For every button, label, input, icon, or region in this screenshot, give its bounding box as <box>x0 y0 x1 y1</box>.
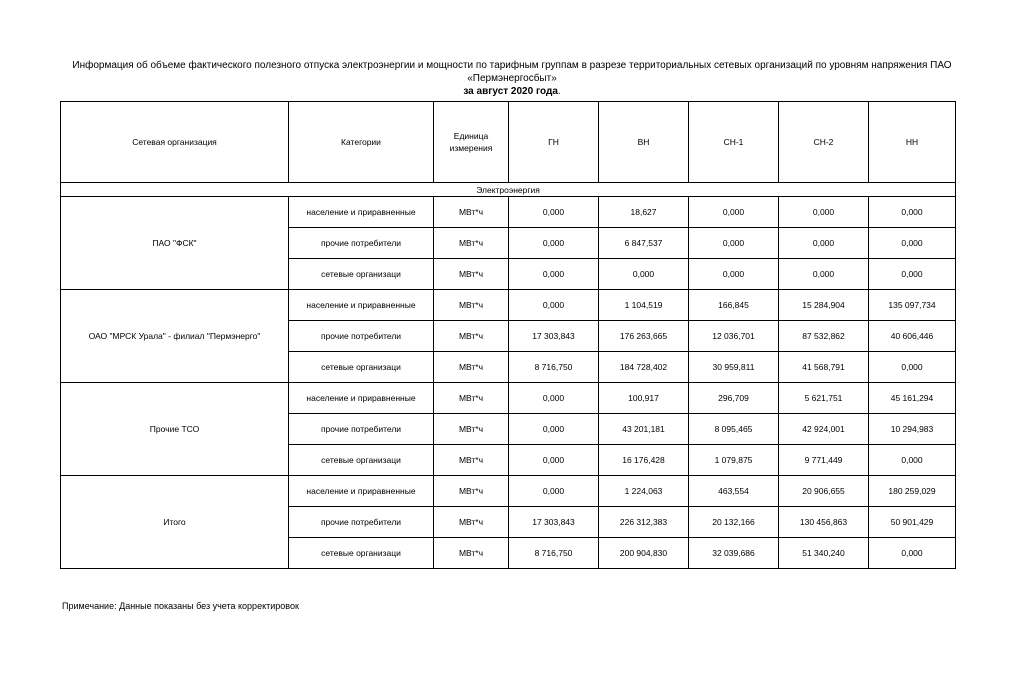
org-name: ПАО "ФСК" <box>61 197 289 290</box>
unit-cell: МВт*ч <box>434 197 509 228</box>
value-sn1: 0,000 <box>689 228 779 259</box>
value-gn: 0,000 <box>509 290 599 321</box>
header-sn1: СН-1 <box>689 102 779 183</box>
org-name: Прочие ТСО <box>61 383 289 476</box>
value-sn2: 9 771,449 <box>779 445 869 476</box>
unit-cell: МВт*ч <box>434 383 509 414</box>
category-cell: население и приравненные <box>289 476 434 507</box>
value-sn2: 51 340,240 <box>779 538 869 569</box>
value-gn: 0,000 <box>509 197 599 228</box>
title-period-suffix: . <box>557 86 561 97</box>
value-nn: 135 097,734 <box>869 290 956 321</box>
unit-cell: МВт*ч <box>434 414 509 445</box>
value-vn: 43 201,181 <box>599 414 689 445</box>
title-period: за август 2020 года <box>463 86 558 97</box>
value-nn: 0,000 <box>869 352 956 383</box>
value-sn2: 130 456,863 <box>779 507 869 538</box>
header-unit: Единица измерения <box>434 102 509 183</box>
header-vn: ВН <box>599 102 689 183</box>
unit-cell: МВт*ч <box>434 290 509 321</box>
value-sn1: 12 036,701 <box>689 321 779 352</box>
category-cell: население и приравненные <box>289 197 434 228</box>
category-cell: прочие потребители <box>289 507 434 538</box>
value-vn: 200 904,830 <box>599 538 689 569</box>
value-sn2: 15 284,904 <box>779 290 869 321</box>
table-row <box>61 476 956 507</box>
category-cell: население и приравненные <box>289 290 434 321</box>
value-vn: 0,000 <box>599 259 689 290</box>
value-vn: 6 847,537 <box>599 228 689 259</box>
value-sn1: 8 095,465 <box>689 414 779 445</box>
category-cell: население и приравненные <box>289 383 434 414</box>
energy-table <box>60 101 956 569</box>
value-nn: 180 259,029 <box>869 476 956 507</box>
value-sn1: 166,845 <box>689 290 779 321</box>
value-nn: 45 161,294 <box>869 383 956 414</box>
value-sn1: 0,000 <box>689 197 779 228</box>
table-header-row <box>61 102 956 183</box>
value-vn: 100,917 <box>599 383 689 414</box>
category-cell: сетевые организаци <box>289 352 434 383</box>
unit-cell: МВт*ч <box>434 228 509 259</box>
value-vn: 1 224,063 <box>599 476 689 507</box>
section-row <box>61 183 956 197</box>
value-gn: 0,000 <box>509 383 599 414</box>
value-vn: 18,627 <box>599 197 689 228</box>
header-category: Категории <box>289 102 434 183</box>
value-gn: 17 303,843 <box>509 321 599 352</box>
value-sn1: 0,000 <box>689 259 779 290</box>
table-row <box>61 197 956 228</box>
org-name: Итого <box>61 476 289 569</box>
value-gn: 0,000 <box>509 414 599 445</box>
footnote: Примечание: Данные показаны без учета корректировок <box>62 601 299 611</box>
value-sn1: 20 132,166 <box>689 507 779 538</box>
value-gn: 0,000 <box>509 476 599 507</box>
header-nn: НН <box>869 102 956 183</box>
value-nn: 0,000 <box>869 228 956 259</box>
header-sn2: СН-2 <box>779 102 869 183</box>
value-vn: 1 104,519 <box>599 290 689 321</box>
value-nn: 0,000 <box>869 538 956 569</box>
value-nn: 40 606,446 <box>869 321 956 352</box>
unit-cell: МВт*ч <box>434 352 509 383</box>
unit-cell: МВт*ч <box>434 538 509 569</box>
value-sn2: 42 924,001 <box>779 414 869 445</box>
value-sn1: 463,554 <box>689 476 779 507</box>
unit-cell: МВт*ч <box>434 259 509 290</box>
value-gn: 8 716,750 <box>509 538 599 569</box>
table-row <box>61 383 956 414</box>
category-cell: сетевые организаци <box>289 538 434 569</box>
document-title <box>40 59 984 98</box>
value-nn: 0,000 <box>869 259 956 290</box>
header-gn: ГН <box>509 102 599 183</box>
unit-cell: МВт*ч <box>434 476 509 507</box>
value-sn2: 0,000 <box>779 259 869 290</box>
value-sn2: 0,000 <box>779 197 869 228</box>
section-label: Электроэнергия <box>61 183 956 197</box>
value-gn: 8 716,750 <box>509 352 599 383</box>
category-cell: сетевые организаци <box>289 445 434 476</box>
category-cell: сетевые организаци <box>289 259 434 290</box>
value-nn: 0,000 <box>869 445 956 476</box>
value-sn2: 41 568,791 <box>779 352 869 383</box>
value-nn: 10 294,983 <box>869 414 956 445</box>
category-cell: прочие потребители <box>289 228 434 259</box>
value-gn: 17 303,843 <box>509 507 599 538</box>
unit-cell: МВт*ч <box>434 445 509 476</box>
unit-cell: МВт*ч <box>434 321 509 352</box>
value-vn: 226 312,383 <box>599 507 689 538</box>
unit-cell: МВт*ч <box>434 507 509 538</box>
value-gn: 0,000 <box>509 445 599 476</box>
org-name: ОАО "МРСК Урала" - филиал "Пермэнерго" <box>61 290 289 383</box>
header-org: Сетевая организация <box>61 102 289 183</box>
value-sn1: 32 039,686 <box>689 538 779 569</box>
value-sn1: 30 959,811 <box>689 352 779 383</box>
value-nn: 0,000 <box>869 197 956 228</box>
value-sn2: 87 532,862 <box>779 321 869 352</box>
value-sn2: 20 906,655 <box>779 476 869 507</box>
value-vn: 176 263,665 <box>599 321 689 352</box>
title-line-2 <box>40 85 984 98</box>
value-gn: 0,000 <box>509 259 599 290</box>
value-gn: 0,000 <box>509 228 599 259</box>
value-nn: 50 901,429 <box>869 507 956 538</box>
value-vn: 184 728,402 <box>599 352 689 383</box>
category-cell: прочие потребители <box>289 321 434 352</box>
category-cell: прочие потребители <box>289 414 434 445</box>
table-row <box>61 290 956 321</box>
value-sn2: 0,000 <box>779 228 869 259</box>
value-sn1: 296,709 <box>689 383 779 414</box>
value-sn1: 1 079,875 <box>689 445 779 476</box>
value-vn: 16 176,428 <box>599 445 689 476</box>
value-sn2: 5 621,751 <box>779 383 869 414</box>
title-line-1: Информация об объеме фактического полезного отпуска электроэнергии и мощности по тарифным группам в разрезе территориальных сетевых организаций по уровням напряжения ПАО «Пермэнергосбыт» <box>72 60 952 84</box>
